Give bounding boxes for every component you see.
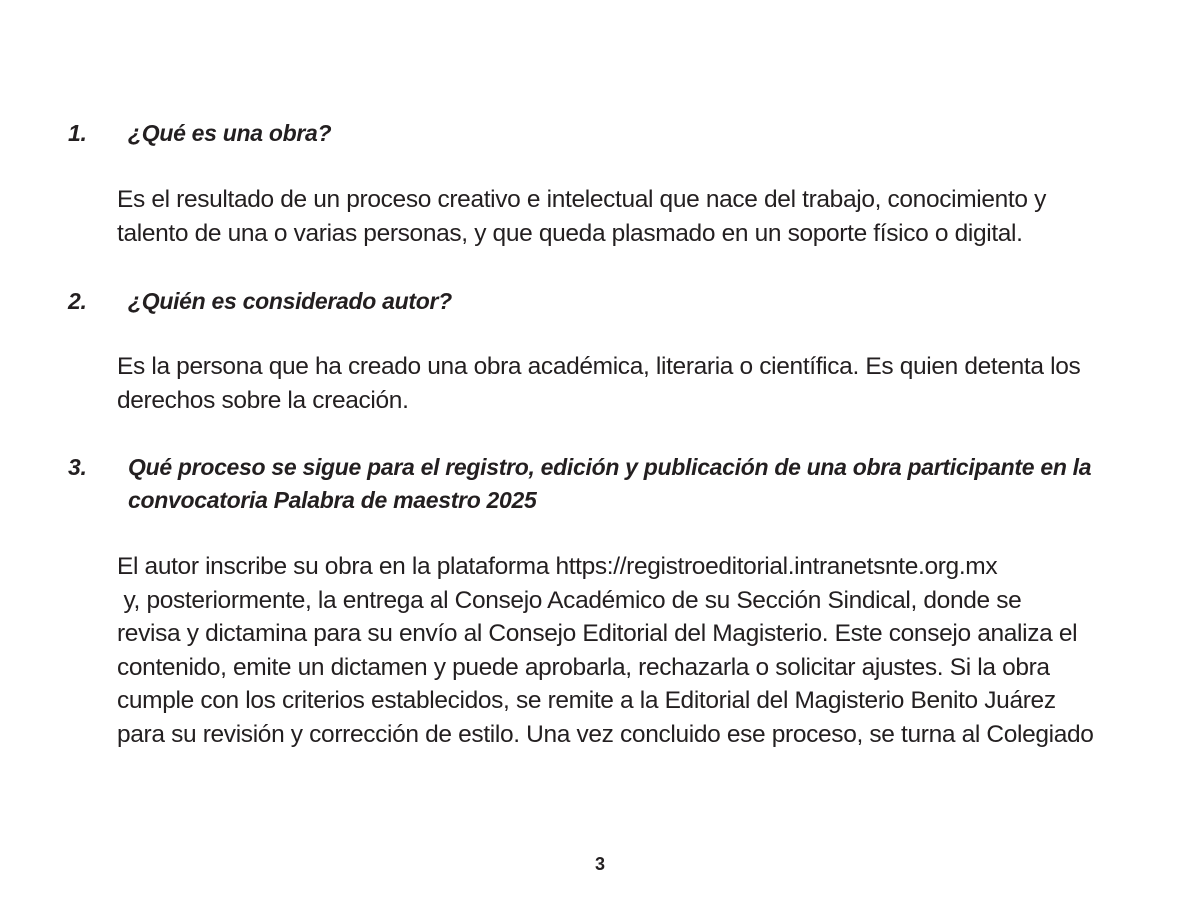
page-number: 3 xyxy=(594,854,605,874)
question-text: Qué proceso se sigue para el registro, edición y publicación de una obra participante en la convocatoria Palabra de maestro 2025 xyxy=(128,454,1092,513)
question-text: ¿Quién es considerado autor? xyxy=(128,288,452,314)
answer-line: talento de una o varias personas, y que queda plasmado en un soporte físico o digital. xyxy=(117,219,1023,247)
question-heading-2 xyxy=(68,285,1168,318)
answer-line: Es el resultado de un proceso creativo e intelectual que nace del trabajo, conocimiento y xyxy=(117,186,1047,213)
answer-paragraph-1 xyxy=(117,183,1177,250)
answer-line: contenido, emite un dictamen y puede aprobarla, rechazarla o solicitar ajustes. Si la obra xyxy=(117,653,1050,681)
question-number: 1. xyxy=(68,120,87,146)
answer-line: para su revisión y corrección de estilo. Una vez concluido ese proceso, se turna al Colegiado xyxy=(117,720,1094,748)
answer-paragraph-3 xyxy=(117,550,1177,751)
question-number: 2. xyxy=(68,288,87,314)
question-number: 3. xyxy=(68,454,87,480)
answer-line: El autor inscribe su obra en la plataforma https://registroeditorial.intranetsnte.org.mx xyxy=(117,553,998,580)
answer-line: revisa y dictamina para su envío al Consejo Editorial del Magisterio. Este consejo analiza el xyxy=(117,620,1078,647)
answer-line: derechos sobre la creación. xyxy=(117,386,409,414)
question-heading-1 xyxy=(68,117,1168,150)
answer-line: Es la persona que ha creado una obra académica, literaria o científica. Es quien detenta los xyxy=(117,353,1081,380)
answer-line: cumple con los criterios establecidos, se remite a la Editorial del Magisterio Benito Juárez xyxy=(117,687,1056,714)
question-heading-3 xyxy=(68,451,1168,517)
answer-line: y, posteriormente, la entrega al Consejo Académico de su Sección Sindical, donde se xyxy=(117,586,1022,614)
question-text: ¿Qué es una obra? xyxy=(128,120,332,146)
answer-paragraph-2 xyxy=(117,350,1177,417)
